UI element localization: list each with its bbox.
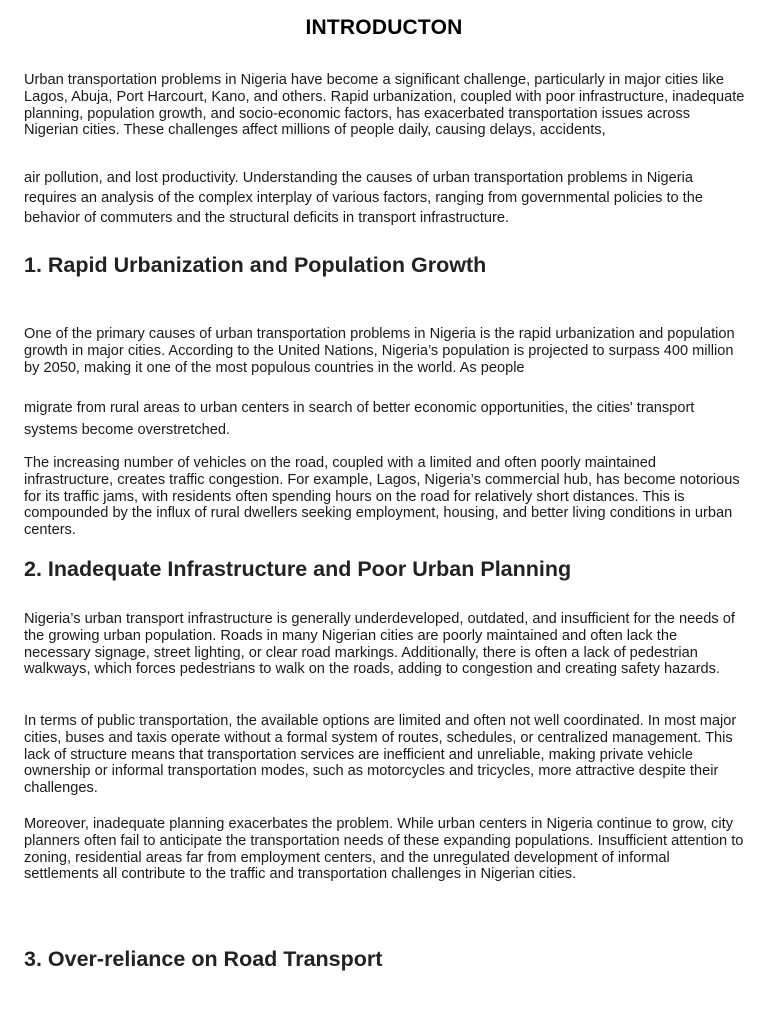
intro-paragraph-1: Urban transportation problems in Nigeria have become a significant challenge, particularly in major cities like Lagos, Abuja, Port Harcourt, Kano, and others. Rapid urbanization, coupled with poor infrastructure, inadequate planning, population growth, and socio-economic factors, has exacerbated transportation issues across Nigerian cities. These challenges affect millions of people daily, causing delays, accidents, [24,72,745,139]
intro-paragraph-2: air pollution, and lost productivity. Understanding the causes of urban transportation problems in Nigeria requires an analysis of the complex interplay of various factors, ranging from governmental policies to the behavior of commuters and the structural deficits in transport infrastructure. [24,170,703,226]
section-2-paragraph-1: Nigeria’s urban transport infrastructure is generally underdeveloped, outdated, and insufficient for the needs of the growing urban population. Roads in many Nigerian cities are poorly maintained and often lack the necessary signage, street lighting, or clear road markings. Additionally, there is often a lack of pedestrian walkways, which forces pedestrians to walk on the roads, adding to congestion and creating safety hazards. [24,611,735,678]
section-1-paragraph-3: The increasing number of vehicles on the road, coupled with a limited and often poorly maintained infrastructure, creates traffic congestion. For example, Lagos, Nigeria’s commercial hub, has become notorious for its traffic jams, with residents often spending hours on the road for relatively short distances. This is compounded by the influx of rural dwellers seeking employment, housing, and better living conditions in urban centers. [24,455,740,539]
section-2-heading: 2. Inadequate Infrastructure and Poor Urban Planning [24,557,572,581]
section-3-heading: 3. Over-reliance on Road Transport [24,947,383,971]
section-2-paragraph-3: Moreover, inadequate planning exacerbates the problem. While urban centers in Nigeria continue to grow, city planners often fail to anticipate the transportation needs of these expanding populations. Insufficient attention to zoning, residential areas far from employment centers, and the unregulated development of informal settlements all contribute to the traffic and transportation challenges in Nigerian cities. [24,816,744,883]
section-1-paragraph-2: migrate from rural areas to urban centers in search of better economic opportunities, the cities' transport systems become overstretched. [24,400,695,438]
section-1-heading: 1. Rapid Urbanization and Population Growth [24,253,487,277]
document-title: INTRODUCTON [305,16,463,39]
section-1-paragraph-1: One of the primary causes of urban transportation problems in Nigeria is the rapid urbanization and population growth in major cities. According to the United Nations, Nigeria’s population is projected to surpass 400 million by 2050, making it one of the most populous countries in the world. As people [24,326,735,376]
section-2-paragraph-2: In terms of public transportation, the available options are limited and often not well coordinated. In most major cities, buses and taxis operate without a formal system of routes, schedules, or centralized management. This lack of structure means that transportation services are inefficient and unreliable, making private vehicle ownership or informal transportation modes, such as motorcycles and tricycles, more attractive despite their challenges. [24,713,737,797]
